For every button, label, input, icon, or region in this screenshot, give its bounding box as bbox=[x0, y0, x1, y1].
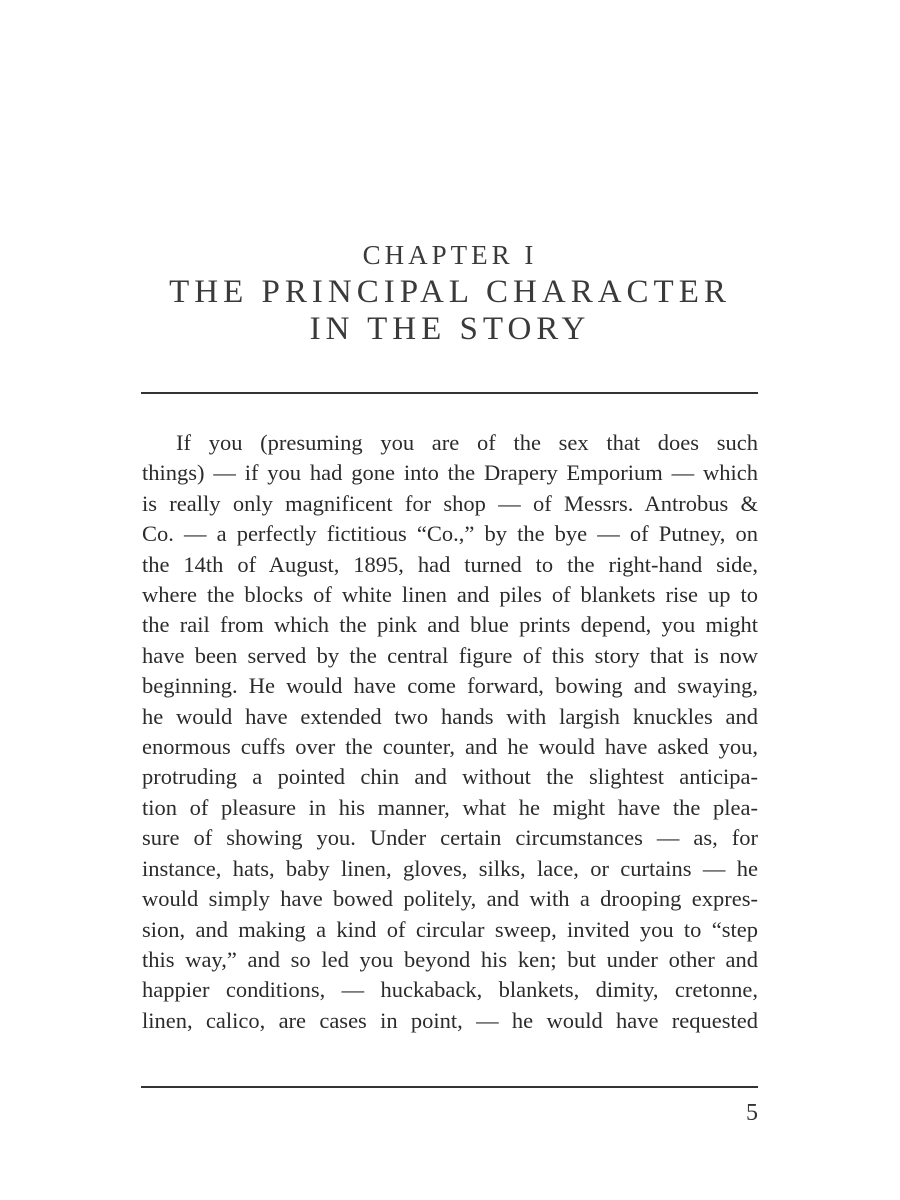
top-divider bbox=[141, 392, 758, 394]
text-line: If you (presuming you are of the sex that does such bbox=[176, 430, 758, 455]
text-line: linen, calico, are cases in point, — he would have requested bbox=[142, 1007, 758, 1033]
text-line: sure of showing you. Under certain circumstances — as, for bbox=[142, 825, 758, 851]
text-line: Co. — a perfectly fictitious “Co.,” by the bye — of Putney, on bbox=[142, 521, 758, 547]
bottom-divider bbox=[141, 1086, 758, 1088]
text-line: things) — if you had gone into the Drapery Emporium — which bbox=[142, 460, 758, 486]
text-line: the rail from which the pink and blue prints depend, you might bbox=[142, 612, 758, 638]
chapter-title-line: IN THE STORY bbox=[309, 311, 591, 347]
text-line: where the blocks of white linen and piles of blankets rise up to bbox=[142, 582, 758, 608]
text-line: this way,” and so led you beyond his ken; but under other and bbox=[142, 946, 758, 972]
chapter-label: CHAPTER I bbox=[362, 240, 538, 270]
text-line: he would have extended two hands with largish knuckles and bbox=[142, 703, 758, 729]
chapter-title bbox=[140, 274, 760, 348]
body-paragraph bbox=[142, 428, 758, 1036]
text-line: is really only magnificent for shop — of Messrs. Antrobus & bbox=[142, 490, 758, 516]
text-line: sion, and making a kind of circular sweep, invited you to “step bbox=[142, 916, 758, 942]
text-line: have been served by the central figure of this story that is now bbox=[142, 642, 758, 668]
text-line: would simply have bowed politely, and with a drooping expres- bbox=[142, 886, 758, 912]
text-line: beginning. He would have come forward, bowing and swaying, bbox=[142, 673, 758, 699]
text-line: instance, hats, baby linen, gloves, silks, lace, or curtains — he bbox=[142, 855, 758, 881]
text-line: protruding a pointed chin and without the slightest anticipa- bbox=[142, 764, 758, 790]
page-number: 5 bbox=[746, 1100, 758, 1126]
chapter-title-line: THE PRINCIPAL CHARACTER bbox=[169, 274, 731, 310]
text-line: happier conditions, — huckaback, blankets, dimity, cretonne, bbox=[142, 977, 758, 1003]
text-line: enormous cuffs over the counter, and he would have asked you, bbox=[142, 734, 758, 760]
text-line: the 14th of August, 1895, had turned to the right-hand side, bbox=[142, 551, 758, 577]
chapter-heading bbox=[140, 236, 760, 348]
text-line: tion of pleasure in his manner, what he might have the plea- bbox=[142, 794, 758, 820]
